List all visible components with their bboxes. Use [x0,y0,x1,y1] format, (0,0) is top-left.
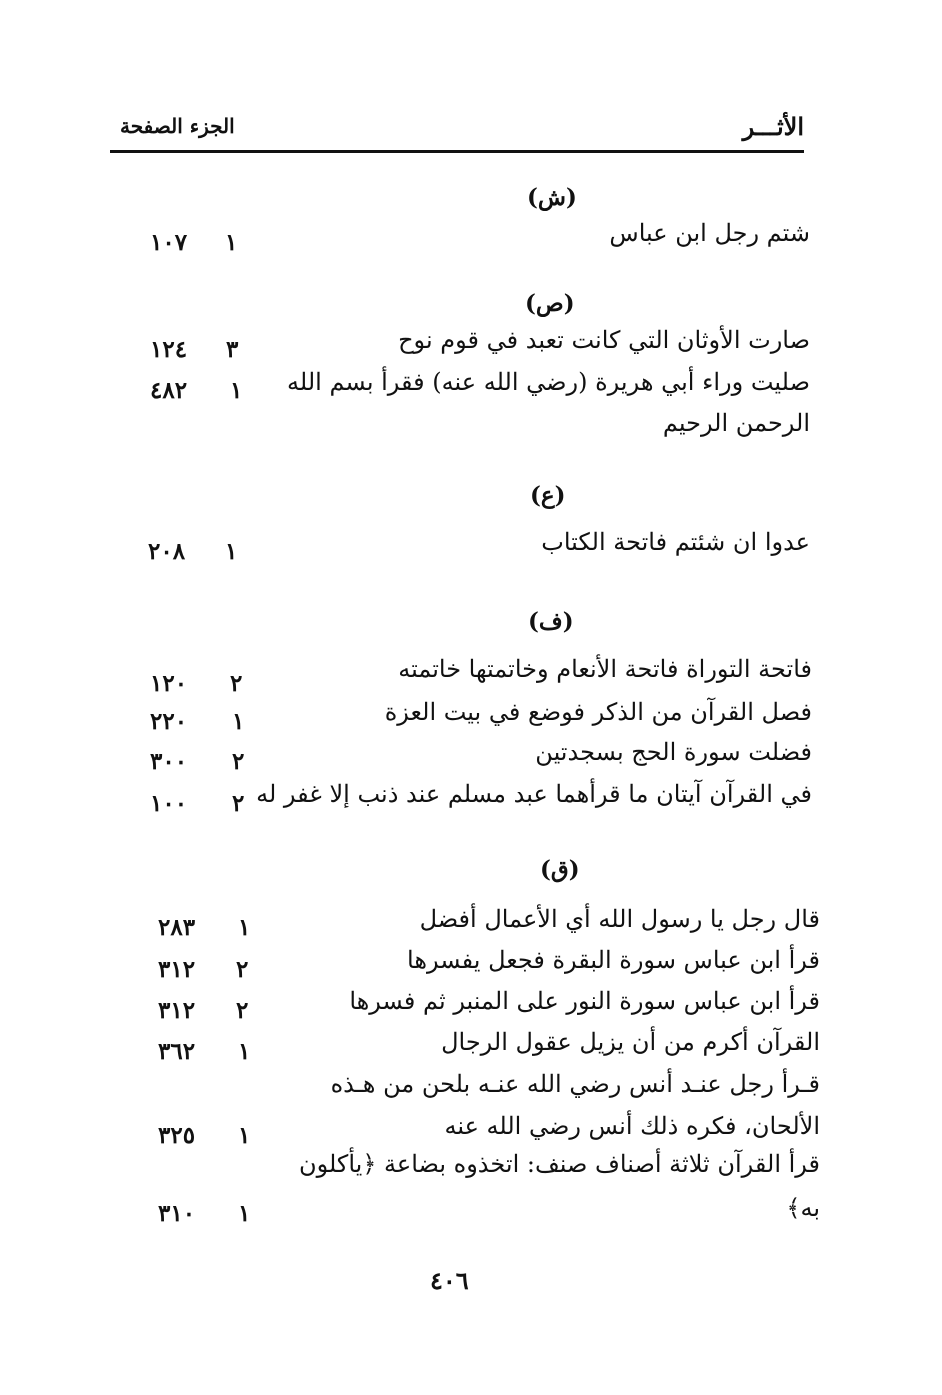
page-number: ٤٠٦ [430,1266,469,1295]
entry-page: ٣١٢ [158,997,196,1024]
entry-text: قرأ القرآن ثلاثة أصناف صنف: اتخذوه بضاعة ﴿يأكلون [298,1150,820,1178]
entry-juz: ١ [238,1200,251,1227]
entry-page: ١٢٤ [150,336,188,363]
entry-page: ٣٠٠ [150,748,188,775]
entry-juz: ١ [232,708,245,735]
entry-page: ٣٦٢ [158,1038,196,1065]
entry-text: قال رجل يا رسول الله أي الأعمال أفضل [419,905,820,933]
entry-juz: ١ [238,1038,251,1065]
page-header [110,112,804,152]
entry-juz: ١ [230,377,243,404]
entry-page: ٤٨٢ [150,377,188,404]
entry-text-continuation: به﴾ [786,1194,820,1222]
entry-page: ١٠٧ [150,229,188,256]
header-rule [110,150,804,153]
entry-juz: ٢ [230,670,243,697]
entry-juz: ١ [238,914,251,941]
entry-text: قـرأ رجل عنـد أنس رضي الله عنـه بلحن من هـذه [330,1070,820,1098]
entry-juz: ١ [225,538,238,565]
entry-page: ١٠٠ [150,790,188,817]
entry-text: في القرآن آيتان ما قرأهما عبد مسلم عند ذنب إلا غفر له [256,780,812,808]
entry-text-continuation: الرحمن الرحيم [662,409,810,437]
entry-text: عدوا ان شئتم فاتحة الكتاب [541,528,810,556]
header-athar-label: الأثـــر [742,112,804,141]
entry-text: فصل القرآن من الذكر فوضع في بيت العزة [384,698,812,726]
entry-text: القرآن أكرم من أن يزيل عقول الرجال [441,1028,820,1056]
entry-juz: ٢ [236,956,249,983]
entry-page: ٢٠٨ [148,538,186,565]
entry-text: شتم رجل ابن عباس [609,219,810,247]
entry-juz: ٣ [226,336,239,363]
entry-page: ٢٢٠ [150,708,188,735]
section-letter-fa: (ف) [528,608,574,635]
entry-juz: ١ [225,229,238,256]
entry-juz: ٢ [236,997,249,1024]
entry-page: ٣٢٥ [158,1122,196,1149]
entry-page: ١٢٠ [150,670,188,697]
entry-juz: ٢ [232,748,245,775]
entry-page: ٣١٠ [158,1200,196,1227]
entry-juz: ٢ [232,790,245,817]
entry-text: قرأ ابن عباس سورة النور على المنبر ثم فسرها [349,987,820,1015]
header-juz-page-label: الجزء الصفحة [120,114,235,138]
section-letter-ain: (ع) [530,482,566,509]
section-letter-sheen: (ش) [527,184,577,211]
entry-page: ٣١٢ [158,956,196,983]
section-letter-qaf: (ق) [540,856,580,883]
entry-text: صليت وراء أبي هريرة (رضي الله عنه) فقرأ بسم الله [287,368,810,396]
section-letter-sad: (ص) [525,290,575,317]
entry-text: صارت الأوثان التي كانت تعبد في قوم نوح [398,326,810,354]
entry-juz: ١ [238,1122,251,1149]
entry-text: فضلت سورة الحج بسجدتين [535,738,812,766]
entry-page: ٢٨٣ [158,914,196,941]
entry-text-continuation: الألحان، فكره ذلك أنس رضي الله عنه [444,1112,820,1140]
entry-text: قرأ ابن عباس سورة البقرة فجعل يفسرها [407,946,820,974]
entry-text: فاتحة التوراة فاتحة الأنعام وخاتمتها خاتمته [398,655,812,683]
